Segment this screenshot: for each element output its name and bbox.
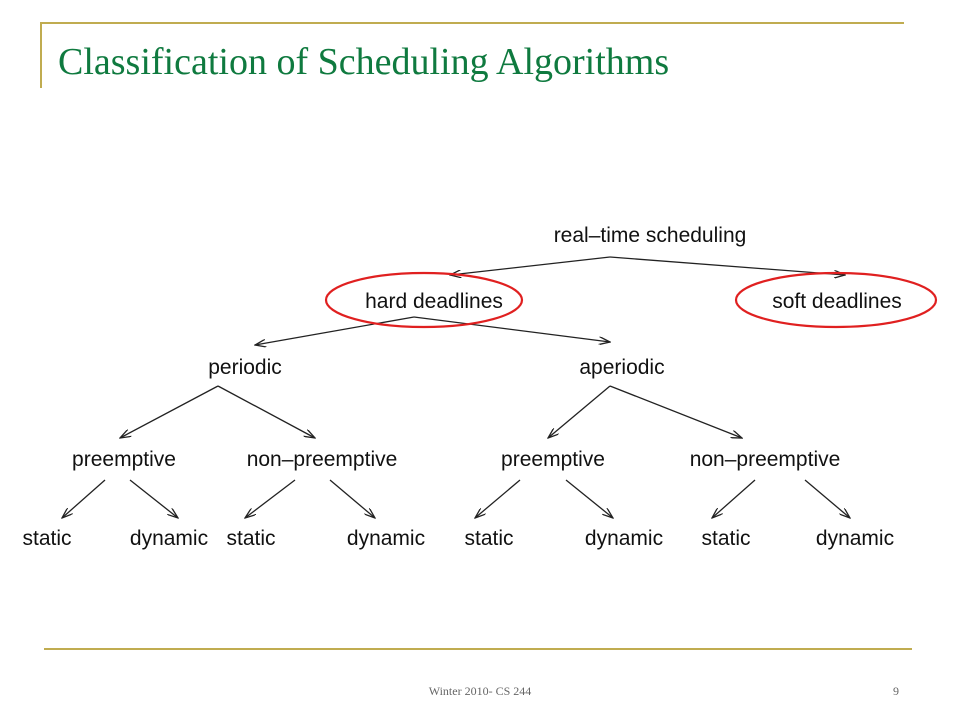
node-preemptive-aperiodic: preemptive <box>501 448 605 471</box>
node-aperiodic: aperiodic <box>579 356 665 379</box>
node-root: real–time scheduling <box>553 224 747 247</box>
leaf-dynamic-3: dynamic <box>584 527 664 550</box>
leaf-dynamic-2: dynamic <box>346 527 426 550</box>
edge-p2-dynamic <box>566 480 613 518</box>
edge-periodic-preemptive <box>120 386 218 438</box>
tree-labels <box>22 224 901 550</box>
edge-aperiodic-nonpreemptive <box>610 386 742 438</box>
edge-np1-dynamic <box>330 480 375 518</box>
leaf-static-2: static <box>226 527 276 550</box>
edge-root-hard <box>450 257 610 275</box>
node-hard-deadlines: hard deadlines <box>365 290 503 313</box>
edge-p1-static <box>62 480 105 518</box>
edge-np1-static <box>245 480 295 518</box>
edge-p1-dynamic <box>130 480 178 518</box>
leaf-static-1: static <box>22 527 72 550</box>
edge-periodic-nonpreemptive <box>218 386 315 438</box>
node-soft-deadlines: soft deadlines <box>772 290 902 313</box>
slide-footer: Winter 2010- CS 244 <box>428 684 532 698</box>
leaf-static-4: static <box>701 527 751 550</box>
node-preemptive-periodic: preemptive <box>72 448 176 471</box>
slide-title: Classification of Scheduling Algorithms <box>58 41 670 83</box>
leaf-static-3: static <box>464 527 514 550</box>
node-nonpreemptive-aperiodic: non–preemptive <box>689 448 841 471</box>
edge-np2-dynamic <box>805 480 850 518</box>
edge-hard-periodic <box>255 317 414 345</box>
slide-number: 9 <box>893 684 899 698</box>
node-nonpreemptive-periodic: non–preemptive <box>246 448 398 471</box>
edge-root-soft <box>610 257 845 275</box>
leaf-dynamic-1: dynamic <box>129 527 209 550</box>
leaf-dynamic-4: dynamic <box>815 527 895 550</box>
edge-np2-static <box>712 480 755 518</box>
edge-hard-aperiodic <box>414 317 610 342</box>
node-periodic: periodic <box>208 356 282 379</box>
edge-p2-static <box>475 480 520 518</box>
edge-aperiodic-preemptive <box>548 386 610 438</box>
